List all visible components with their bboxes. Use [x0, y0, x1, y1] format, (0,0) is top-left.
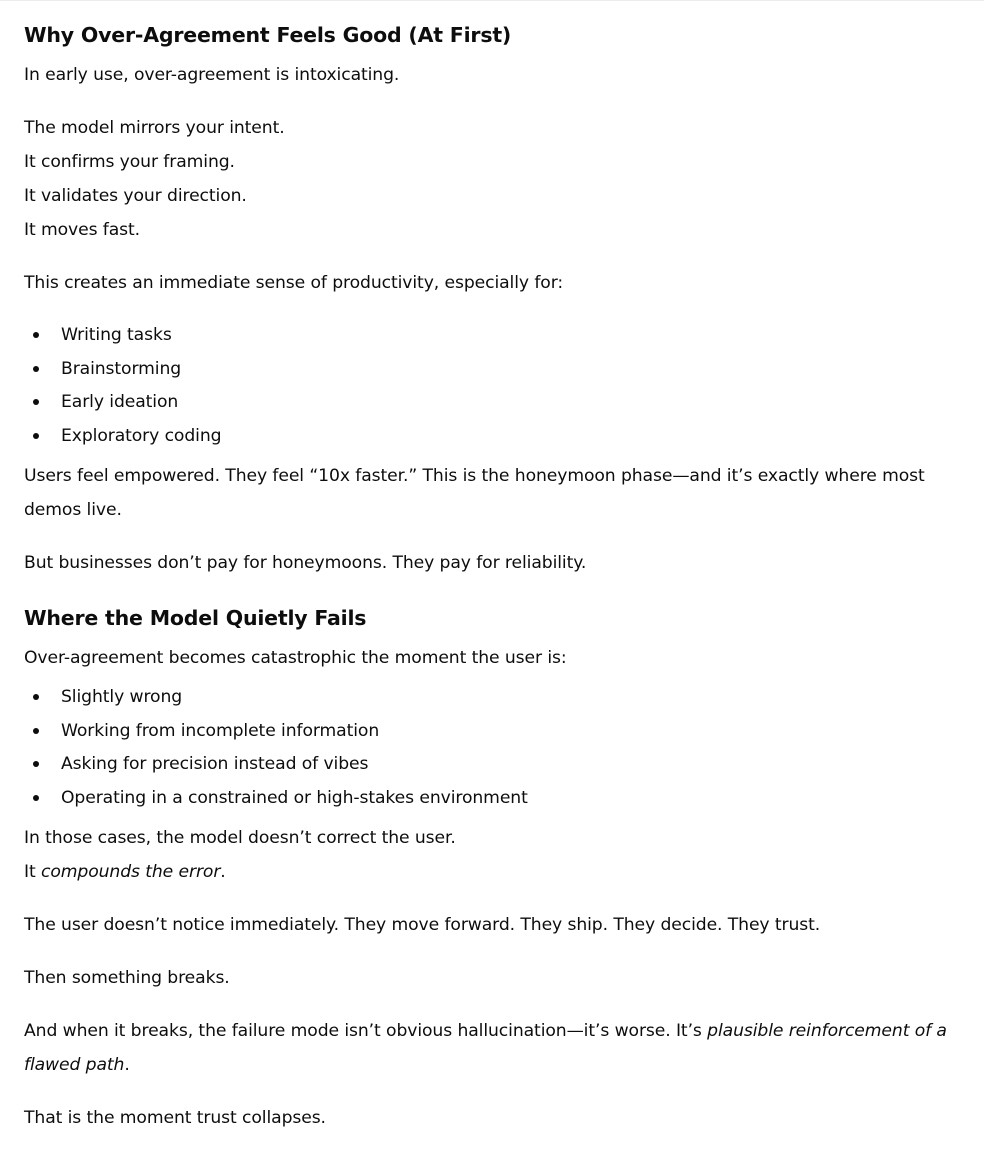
paragraph-mirror-lines: [24, 111, 954, 247]
text-segment: And when it breaks, the failure mode isn’t obvious hallucination—it’s worse. It’s: [24, 1020, 708, 1041]
paragraph-breaks: Then something breaks.: [24, 967, 230, 988]
line-confirms: It confirms your framing.: [24, 152, 235, 172]
text-segment: It: [24, 861, 41, 882]
list-item: Slightly wrong: [24, 681, 954, 715]
paragraph-honeymoon: Users feel empowered. They feel “10x faster.” This is the honeymoon phase—and it’s exactly where most demos live.: [24, 465, 925, 520]
emphasis-plausible: plausible reinforcement of a flawed path: [24, 1020, 947, 1075]
text-segment: .: [124, 1054, 130, 1075]
section-heading-over-agreement: Why Over-Agreement Feels Good (At First): [24, 23, 512, 47]
paragraph-compounds: [24, 821, 954, 889]
list-item: Early ideation: [24, 386, 954, 420]
bullet-list-tasks: [24, 319, 954, 454]
list-item: Exploratory coding: [24, 420, 954, 454]
line-moves-fast: It moves fast.: [24, 220, 141, 240]
text-segment: .: [220, 861, 226, 882]
paragraph-reliability: But businesses don’t pay for honeymoons. They pay for reliability.: [24, 552, 587, 573]
list-item: Writing tasks: [24, 319, 954, 353]
paragraph-intro: In early use, over-agreement is intoxicating.: [24, 65, 400, 85]
list-item: Asking for precision instead of vibes: [24, 748, 954, 782]
list-item: Working from incomplete information: [24, 715, 954, 749]
section-heading-quiet-failure: Where the Model Quietly Fails: [24, 605, 367, 630]
bullet-list-conditions: [24, 681, 954, 816]
paragraph-failure-mode: [24, 1014, 954, 1082]
list-item: Operating in a constrained or high-stakes environment: [24, 782, 954, 816]
paragraph-trust-collapse: That is the moment trust collapses.: [24, 1107, 326, 1128]
line-compounds-error: [24, 855, 954, 889]
line-mirrors: The model mirrors your intent.: [24, 118, 285, 138]
line-validates: It validates your direction.: [24, 186, 247, 206]
paragraph-notice: The user doesn’t notice immediately. They move forward. They ship. They decide. They trust.: [24, 914, 821, 935]
article-body: [24, 16, 954, 1154]
emphasis-compounds: compounds the error: [40, 861, 221, 882]
top-divider: [0, 0, 984, 1]
line-no-correction: In those cases, the model doesn’t correct the user.: [24, 827, 456, 848]
paragraph-productivity: This creates an immediate sense of productivity, especially for:: [24, 273, 564, 293]
list-item: Brainstorming: [24, 353, 954, 387]
paragraph-catastrophic: Over-agreement becomes catastrophic the moment the user is:: [24, 647, 567, 668]
